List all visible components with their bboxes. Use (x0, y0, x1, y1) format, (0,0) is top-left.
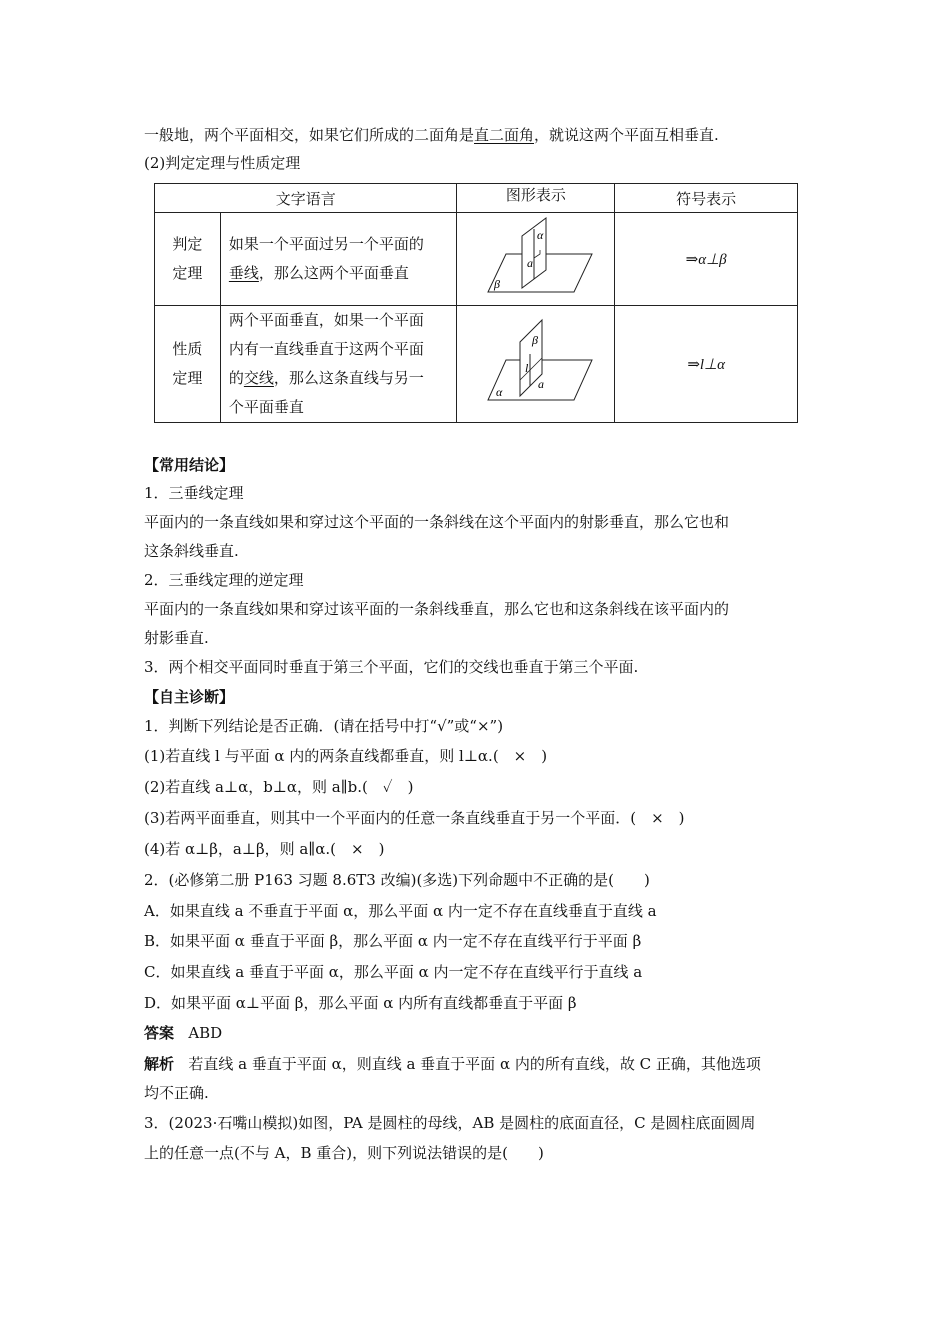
question-2-option-c: C．如果直线 a 垂直于平面 α，那么平面 α 内一定不存在直线平行于直线 a (144, 963, 643, 981)
underlined-term: 交线 (243, 369, 274, 387)
question-2: 2．(必修第二册 P163 习题 8.6T3 改编)(多选)下列命题中不正确的是( ) (144, 871, 650, 889)
row-text-judgment: 如果一个平面过另一个平面的 垂线，那么这两个平面垂直 (220, 213, 457, 306)
question-2-option-a: A．如果直线 a 不垂直于平面 α，那么平面 α 内一定不存在直线垂直于直线 a (144, 902, 657, 920)
table-row (155, 306, 798, 423)
perpendicular-planes-figure (476, 214, 596, 300)
conclusion-line: 2．三垂线定理的逆定理 (144, 571, 304, 589)
table-row (155, 213, 798, 306)
underlined-term: 直二面角 (474, 126, 535, 144)
label-alpha: α (536, 228, 544, 242)
section-title-diagnosis: 【自主诊断】 (144, 688, 235, 706)
theorem-table (154, 183, 798, 423)
label-beta: β (531, 333, 538, 347)
answer-line (144, 1022, 222, 1044)
symbol-judgment: ⇒α⊥β (615, 213, 798, 306)
label-alpha: α (495, 385, 503, 399)
perpendicular-planes-figure (476, 314, 596, 410)
section-title-conclusions: 【常用结论】 (144, 456, 235, 474)
table-header-row (155, 184, 798, 213)
analysis-line-2: 均不正确. (144, 1084, 209, 1102)
row-text-property: 两个平面垂直，如果一个平面 内有一直线垂直于这两个平面 的交线，那么这条直线与另一 个平面垂直 (220, 306, 457, 423)
conclusion-line: 1．三垂线定理 (144, 484, 244, 502)
conclusion-line: 射影垂直. (144, 629, 209, 647)
intro-line-2: (2)判定定理与性质定理 (144, 154, 301, 172)
question-1-item: (1)若直线 l 与平面 α 内的两条直线都垂直，则 l⊥α.( × ) (144, 747, 548, 765)
header-text-language: 文字语言 (155, 184, 457, 213)
conclusion-line: 平面内的一条直线如果和穿过该平面的一条斜线垂直，那么它也和这条斜线在该平面内的 (144, 600, 730, 618)
underlined-term: 垂线 (228, 264, 259, 282)
question-1-item: (3)若两平面垂直，则其中一个平面内的任意一条直线垂直于另一个平面．( × ) (144, 809, 685, 827)
analysis-line: 解析 若直线 a 垂直于平面 α，则直线 a 垂直于平面 α 内的所有直线，故 C 正确，其他选项 (144, 1055, 761, 1073)
label-beta: β (493, 277, 500, 291)
figure-judgment (457, 213, 615, 306)
conclusion-line: 这条斜线垂直. (144, 542, 239, 560)
label-l: l (524, 361, 529, 375)
row-head-property: 性质 定理 (155, 306, 221, 423)
answer-value: ABD (188, 1024, 223, 1042)
symbol-property: ⇒l⊥α (615, 306, 798, 423)
analysis-label: 解析 (144, 1055, 175, 1073)
question-2-option-d: D．如果平面 α⊥平面 β，那么平面 α 内所有直线都垂直于平面 β (144, 994, 577, 1012)
question-1-item: (2)若直线 a⊥α，b⊥α，则 a∥b.( ✓ ) (144, 778, 414, 796)
intro-line-1: 一般地，两个平面相交，如果它们所成的二面角是直二面角，就说这两个平面互相垂直. (144, 126, 719, 144)
question-2-option-b: B．如果平面 α 垂直于平面 β，那么平面 α 内一定不存在直线平行于平面 β (144, 932, 642, 950)
label-a: a (537, 377, 544, 391)
question-1-item: (4)若 α⊥β，a⊥β，则 a∥α.( × ) (144, 840, 385, 858)
question-3-line-1: 3．(2023·石嘴山模拟)如图，PA 是圆柱的母线，AB 是圆柱的底面直径，C 是圆柱底面圆周 (144, 1114, 756, 1132)
row-head-judgment: 判定 定理 (155, 213, 221, 306)
figure-property (457, 306, 615, 423)
question-3-line-2: 上的任意一点(不与 A，B 重合)，则下列说法错误的是( ) (144, 1144, 544, 1162)
header-symbol: 符号表示 (615, 184, 798, 213)
conclusion-line: 平面内的一条直线如果和穿过这个平面的一条斜线在这个平面内的射影垂直，那么它也和 (144, 513, 730, 531)
label-a: a (526, 256, 533, 270)
answer-label: 答案 (144, 1024, 175, 1042)
question-1: 1．判断下列结论是否正确．(请在括号中打“√”或“×”) (144, 717, 504, 735)
header-figure: 图形表示 (457, 184, 615, 213)
conclusion-line: 3．两个相交平面同时垂直于第三个平面，它们的交线也垂直于第三个平面. (144, 658, 639, 676)
